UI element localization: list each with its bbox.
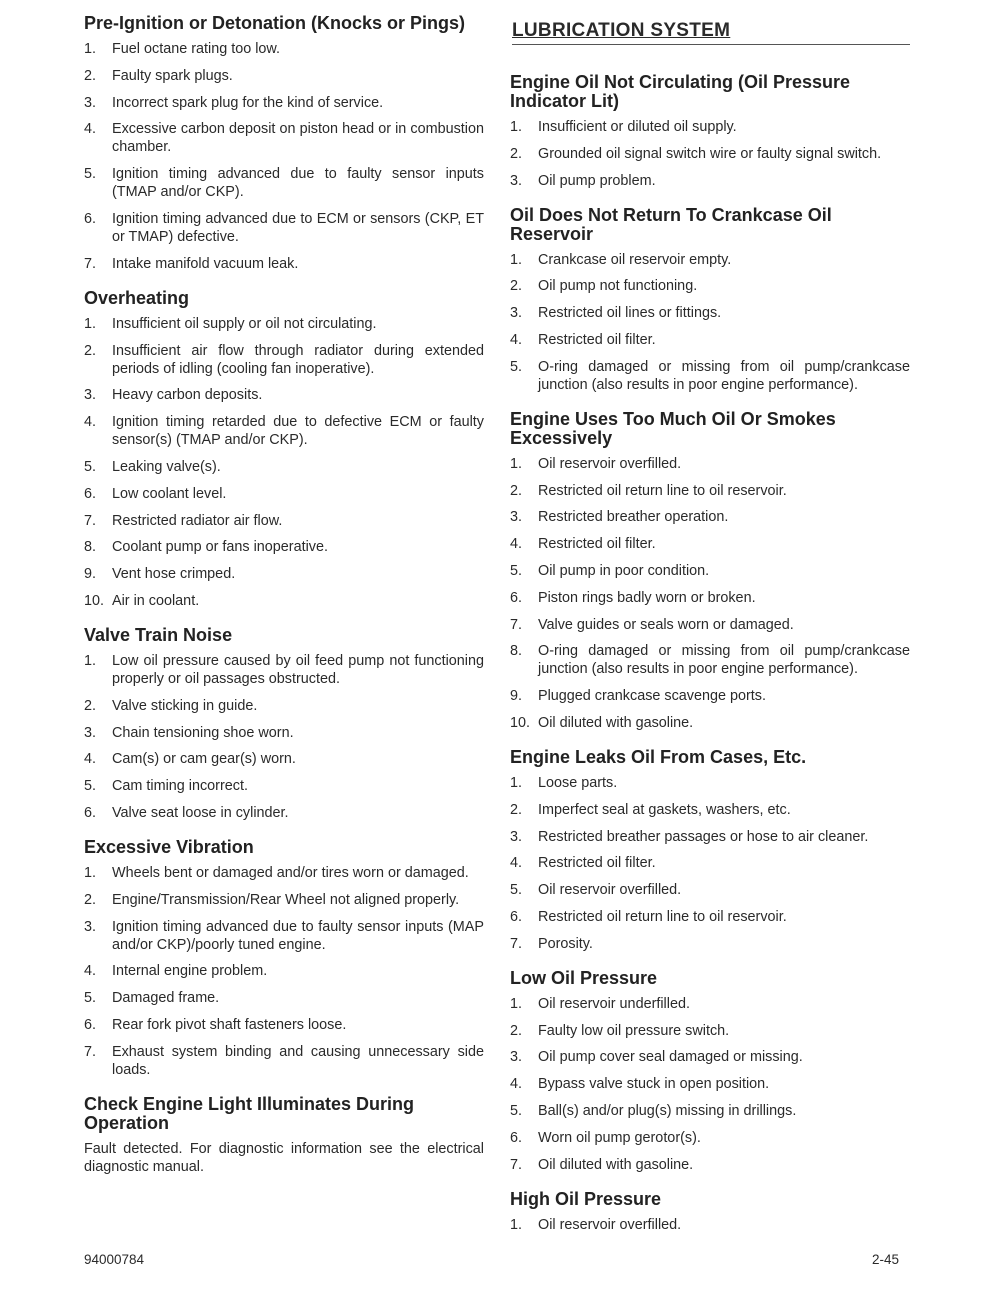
item-number: 6. [510,908,523,925]
list-item [84,40,484,58]
list-item [84,386,484,404]
item-text: Crankcase oil reservoir empty. [538,251,732,268]
section-title-high-oil-pressure: High Oil Pressure [510,1188,662,1209]
list-item [84,918,484,954]
list-item [84,67,484,85]
item-text: Internal engine problem. [112,963,268,980]
item-number: 7. [84,1043,97,1060]
section-title-pre-ignition: Pre-Ignition or Detonation (Knocks or Pings) [84,13,466,33]
item-number: 3. [84,918,97,935]
section-title-check-engine-light: Check Engine Light Illuminates During Operation [84,1093,415,1133]
list-item [510,1022,910,1040]
list-high-oil-pressure [510,1216,910,1234]
list-pre-ignition [84,40,484,273]
item-number: 4. [510,331,523,348]
item-text: Chain tensioning shoe worn. [112,724,294,741]
list-item [510,304,910,322]
list-item [510,589,910,607]
item-number: 3. [84,94,97,111]
item-text: O-ring damaged or missing from oil pump/crankcase junction (also results in poor engine performance). [538,358,910,393]
list-item [510,1129,910,1147]
item-number: 1. [510,995,523,1012]
item-text: Oil pump not functioning. [538,278,698,295]
list-item [84,962,484,980]
list-item [84,891,484,909]
item-text: Cam timing incorrect. [112,778,248,795]
item-number: 3. [84,387,97,404]
list-engine-leaks-oil [510,774,910,953]
item-number: 4. [84,751,97,768]
item-number: 5. [510,562,523,579]
item-text: Ignition timing advanced due to ECM or sensors (CKP, ET or TMAP) defective. [112,210,484,245]
item-number: 1. [510,251,523,268]
item-number: 2. [510,1022,523,1039]
section-title-engine-leaks-oil: Engine Leaks Oil From Cases, Etc. [510,746,807,767]
list-item [510,995,910,1013]
item-text: Ball(s) and/or plug(s) missing in drillings. [538,1102,797,1119]
item-number: 4. [510,1076,523,1093]
item-number: 10. [510,714,531,731]
list-item [510,172,910,190]
item-number: 3. [510,1049,523,1066]
item-number: 6. [84,210,97,227]
item-number: 5. [510,1102,523,1119]
list-item [510,1075,910,1093]
item-number: 1. [510,1216,523,1233]
item-text: Insufficient oil supply or oil not circulating. [112,315,377,332]
section-title-excessive-vibration: Excessive Vibration [84,836,254,857]
item-text: Oil diluted with gasoline. [538,714,694,731]
list-item [84,485,484,503]
list-item [84,210,484,246]
list-oil-not-circulating [510,118,910,190]
list-item [84,94,484,112]
section-title-oil-not-circulating: Engine Oil Not Circulating (Oil Pressure Indicator Lit) [510,72,851,111]
list-item [84,592,484,610]
list-item [510,935,910,953]
item-text: Excessive carbon deposit on piston head or in combustion chamber. [112,121,484,156]
list-item [84,512,484,530]
item-text: Ignition timing retarded due to defective ECM or faulty sensor(s) (TMAP and/or CKP). [112,414,484,449]
list-low-oil-pressure [510,995,910,1174]
list-item [84,697,484,715]
list-item [84,565,484,583]
item-number: 7. [510,935,523,952]
item-number: 5. [84,166,97,183]
item-number: 7. [84,512,97,529]
item-text: Oil reservoir underfilled. [538,995,690,1012]
item-number: 1. [84,315,97,332]
item-number: 3. [510,172,523,189]
list-item [510,908,910,926]
item-number: 2. [510,482,523,499]
list-item [510,331,910,349]
item-number: 3. [510,305,523,322]
item-text: Plugged crankcase scavenge ports. [538,688,766,705]
list-item [510,358,910,394]
item-text: Oil diluted with gasoline. [538,1156,694,1173]
item-number: 2. [84,891,97,908]
list-item [510,562,910,580]
list-item [84,458,484,476]
item-text: Incorrect spark plug for the kind of service. [112,94,384,111]
list-item [510,1156,910,1174]
item-number: 7. [510,616,523,633]
right-column [510,14,910,1250]
item-number: 6. [510,1129,523,1146]
item-number: 5. [84,990,97,1007]
list-item [84,120,484,156]
item-text: Restricted oil lines or fittings. [538,305,722,322]
item-text: Restricted breather passages or hose to air cleaner. [538,828,869,845]
section-title-low-oil-pressure: Low Oil Pressure [510,967,658,988]
list-item [510,828,910,846]
item-text: Low coolant level. [112,485,227,502]
item-text: Valve guides or seals worn or damaged. [538,616,794,633]
list-item [510,1216,910,1234]
item-text: Grounded oil signal switch wire or faulty signal switch. [538,145,882,162]
item-text: Restricted oil return line to oil reservoir. [538,482,787,499]
list-item [510,881,910,899]
list-item [84,165,484,201]
list-item [84,255,484,273]
list-item [510,687,910,705]
item-number: 1. [84,652,97,669]
list-item [84,750,484,768]
item-text: Coolant pump or fans inoperative. [112,539,328,556]
item-text: Faulty spark plugs. [112,67,233,84]
item-number: 4. [510,536,523,553]
list-valve-train-noise [84,652,484,822]
list-item [510,251,910,269]
list-item [84,652,484,688]
item-text: Damaged frame. [112,990,220,1007]
item-text: Imperfect seal at gaskets, washers, etc. [538,801,791,818]
item-text: Bypass valve stuck in open position. [538,1076,770,1093]
list-item [84,342,484,378]
item-text: Cam(s) or cam gear(s) worn. [112,751,296,768]
list-item [84,804,484,822]
item-number: 8. [84,539,97,556]
item-number: 4. [84,963,97,980]
item-number: 6. [84,804,97,821]
item-text: Oil reservoir overfilled. [538,455,682,472]
footer-doc-number: 94000784 [84,1252,145,1267]
item-text: Valve sticking in guide. [112,697,258,714]
item-number: 6. [510,589,523,606]
item-text: Intake manifold vacuum leak. [112,255,299,272]
item-text: Wheels bent or damaged and/or tires worn or damaged. [112,864,469,881]
item-text: Ignition timing advanced due to faulty sensor inputs (TMAP and/or CKP). [112,166,484,201]
item-text: Vent hose crimped. [112,566,236,583]
list-item [510,801,910,819]
item-number: 3. [84,724,97,741]
list-item [510,714,910,732]
item-text: Porosity. [538,935,593,952]
list-item [510,482,910,500]
item-text: Restricted breather operation. [538,509,729,526]
section-title-overheating: Overheating [84,287,190,308]
item-number: 4. [510,855,523,872]
item-text: Faulty low oil pressure switch. [538,1022,730,1039]
list-item [510,1048,910,1066]
item-text: Piston rings badly worn or broken. [538,589,756,606]
item-number: 5. [84,778,97,795]
item-number: 2. [510,145,523,162]
item-text: Valve seat loose in cylinder. [112,804,289,821]
item-text: Engine/Transmission/Rear Wheel not aligned properly. [112,891,460,908]
list-item [84,989,484,1007]
section-title-uses-too-much-oil: Engine Uses Too Much Oil Or Smokes Excessively [510,408,836,448]
item-text: Heavy carbon deposits. [112,387,263,404]
list-item [510,455,910,473]
item-number: 1. [84,41,97,57]
list-item [510,642,910,678]
item-text: Ignition timing advanced due to faulty sensor inputs (MAP and/or CKP)/poorly tuned engine. [112,918,484,953]
list-oil-not-return [510,251,910,394]
list-item [84,413,484,449]
list-item [510,774,910,792]
list-item [510,535,910,553]
item-number: 1. [510,455,523,472]
list-item [84,777,484,795]
item-text: Oil pump problem. [538,172,656,189]
main-title: LUBRICATION SYSTEM [512,20,910,45]
item-text: Oil pump cover seal damaged or missing. [538,1049,803,1066]
item-text: Exhaust system binding and causing unnecessary side loads. [112,1043,484,1078]
item-text: Worn oil pump gerotor(s). [538,1129,701,1146]
list-item [510,145,910,163]
item-text: Insufficient or diluted oil supply. [538,119,737,135]
list-item [510,277,910,295]
item-number: 5. [510,882,523,899]
item-number: 5. [84,458,97,475]
item-text: Restricted radiator air flow. [112,512,283,529]
item-text: Oil reservoir overfilled. [538,882,682,899]
item-number: 10. [84,592,105,609]
item-number: 1. [84,864,97,881]
list-item [84,315,484,333]
left-column [84,14,484,1176]
item-number: 2. [84,697,97,714]
list-item [84,1016,484,1034]
item-text: O-ring damaged or missing from oil pump/crankcase junction (also results in poor engine performance). [538,643,910,678]
item-number: 9. [510,688,523,705]
item-number: 2. [510,801,523,818]
list-item [84,864,484,882]
item-number: 4. [84,414,97,431]
section-title-oil-not-return: Oil Does Not Return To Crankcase Oil Reservoir [510,204,832,244]
item-number: 3. [510,828,523,845]
list-excessive-vibration [84,864,484,1079]
item-number: 9. [84,566,97,583]
item-text: Restricted oil filter. [538,536,656,553]
item-text: Fuel octane rating too low. [112,41,280,57]
list-item [510,118,910,136]
item-text: Oil pump in poor condition. [538,562,710,579]
list-item [510,854,910,872]
list-uses-too-much-oil [510,455,910,732]
item-number: 6. [84,485,97,502]
list-item [84,538,484,556]
item-number: 6. [84,1016,97,1033]
item-text: Leaking valve(s). [112,458,221,475]
item-number: 1. [510,119,523,135]
item-text: Insufficient air flow through radiator during extended periods of idling (cooling fan inoperative). [112,342,484,377]
item-number: 4. [84,121,97,138]
list-item [510,616,910,634]
item-number: 7. [510,1156,523,1173]
list-item [84,724,484,742]
item-number: 2. [510,278,523,295]
item-number: 5. [510,358,523,375]
item-number: 7. [84,255,97,272]
item-number: 8. [510,643,523,660]
list-item [510,508,910,526]
item-text: Loose parts. [538,774,618,791]
item-text: Oil reservoir overfilled. [538,1216,682,1233]
item-number: 1. [510,774,523,791]
list-item [84,1043,484,1079]
item-number: 3. [510,509,523,526]
item-number: 2. [84,67,97,84]
item-number: 2. [84,342,97,359]
item-text: Rear fork pivot shaft fasteners loose. [112,1016,347,1033]
footer-page-number: 2-45 [872,1252,900,1267]
item-text: Restricted oil filter. [538,855,656,872]
item-text: Air in coolant. [112,592,200,609]
item-text: Restricted oil filter. [538,331,656,348]
list-item [510,1102,910,1120]
item-text: Low oil pressure caused by oil feed pump not functioning properly or oil passages obstructed. [112,652,484,687]
section-title-valve-train-noise: Valve Train Noise [84,624,233,645]
item-text: Restricted oil return line to oil reservoir. [538,908,787,925]
list-overheating [84,315,484,610]
check-engine-paragraph: Fault detected. For diagnostic information see the electrical diagnostic manual. [84,1140,484,1175]
